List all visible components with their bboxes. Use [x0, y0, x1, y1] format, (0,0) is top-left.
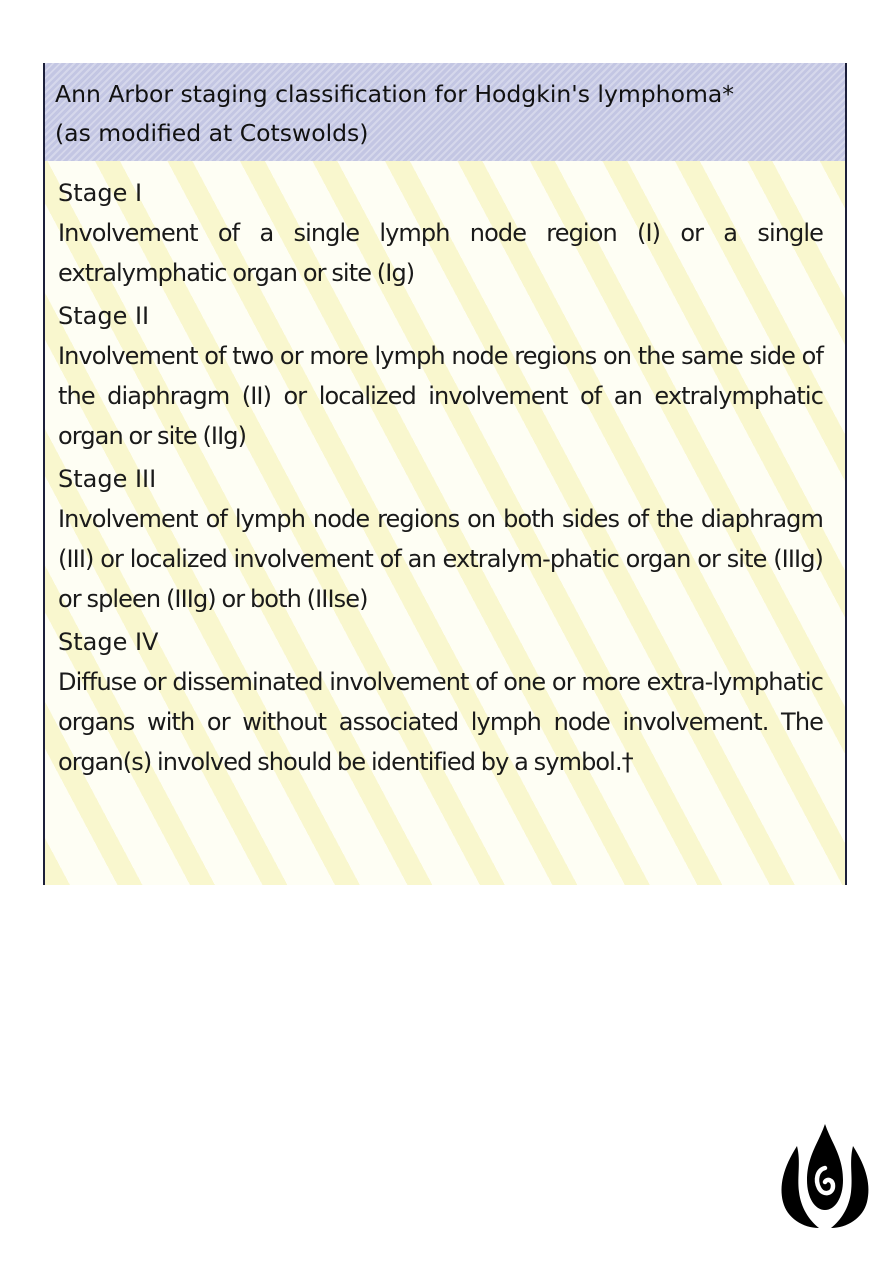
table-header	[45, 63, 845, 161]
table-title	[55, 75, 845, 153]
stage-description: Diffuse or disseminated involvement of one or more extra-lymphatic organs with or without associated lymph node involvement. The organ(s) involved should be identified by a symbol.†	[58, 668, 823, 776]
stage-heading: Stage IV	[58, 628, 159, 656]
table-title-line-1: Ann Arbor staging classification for Hodgkin's lymphoma*	[55, 80, 734, 108]
table-body	[45, 161, 845, 885]
table-title-line-2: (as modified at Cotswolds)	[55, 119, 369, 147]
stage-description: Involvement of lymph node regions on both sides of the diaphragm (III) or localized involvement of an extralym-phatic organ or site (IIIg) or spleen (IIIg) or both (IIIse)	[58, 505, 823, 613]
stage-heading: Stage I	[58, 179, 143, 207]
stage-1	[58, 173, 823, 293]
stage-3	[58, 459, 823, 619]
stage-description: Involvement of a single lymph node region (I) or a single extralymphatic organ or site (Ig)	[58, 219, 823, 287]
stage-description: Involvement of two or more lymph node regions on the same side of the diaphragm (II) or localized involvement of an extralymphatic organ or site (IIg)	[58, 342, 823, 450]
stage-heading: Stage III	[58, 465, 157, 493]
stage-heading: Stage II	[58, 302, 150, 330]
staging-table	[43, 63, 847, 885]
stage-2	[58, 296, 823, 456]
flame-drop-logo-icon	[779, 1124, 871, 1230]
stage-4	[58, 622, 823, 782]
